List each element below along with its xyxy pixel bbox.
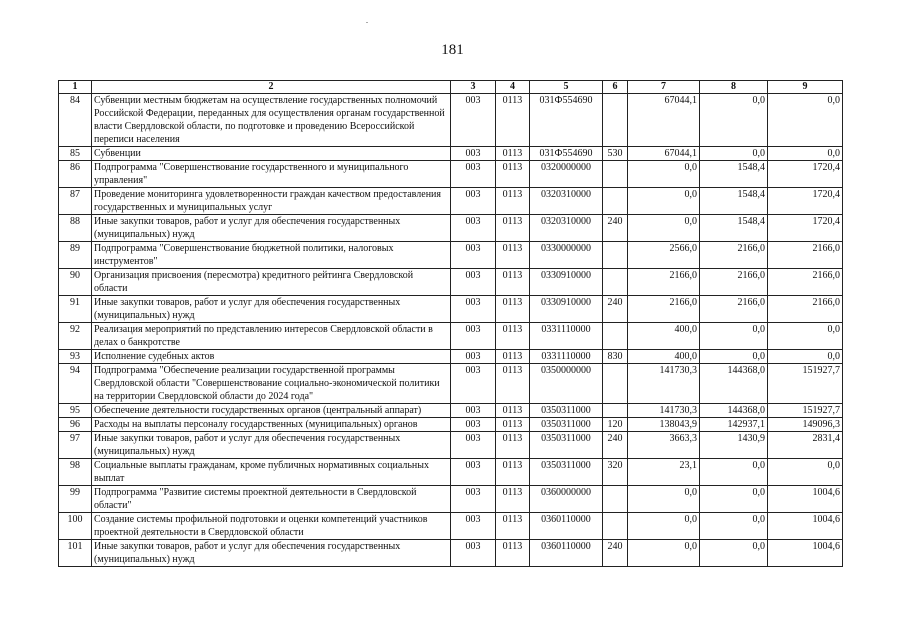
amount-col-7: 67044,1 xyxy=(628,94,700,147)
table-row xyxy=(59,540,843,567)
expense-type-code xyxy=(603,242,628,269)
amount-col-9: 1004,6 xyxy=(768,486,843,513)
amount-col-8: 2166,0 xyxy=(700,269,768,296)
scan-speck xyxy=(366,22,368,23)
target-article-code: 0360110000 xyxy=(530,540,603,567)
row-name: Подпрограмма "Развитие системы проектной деятельности в Свердловской области" xyxy=(92,486,451,513)
table-row xyxy=(59,486,843,513)
amount-col-8: 0,0 xyxy=(700,486,768,513)
row-name: Субвенции xyxy=(92,147,451,161)
ministry-code: 003 xyxy=(451,215,496,242)
row-number: 100 xyxy=(59,513,92,540)
amount-col-9: 2166,0 xyxy=(768,296,843,323)
target-article-code: 0330000000 xyxy=(530,242,603,269)
ministry-code: 003 xyxy=(451,350,496,364)
table-row xyxy=(59,188,843,215)
column-header: 8 xyxy=(700,81,768,94)
amount-col-9: 1720,4 xyxy=(768,215,843,242)
row-name: Исполнение судебных актов xyxy=(92,350,451,364)
amount-col-9: 2166,0 xyxy=(768,242,843,269)
row-number: 98 xyxy=(59,459,92,486)
column-header: 6 xyxy=(603,81,628,94)
amount-col-7: 0,0 xyxy=(628,486,700,513)
amount-col-9: 151927,7 xyxy=(768,404,843,418)
expense-type-code: 240 xyxy=(603,540,628,567)
row-number: 91 xyxy=(59,296,92,323)
section-code: 0113 xyxy=(496,215,530,242)
amount-col-7: 0,0 xyxy=(628,513,700,540)
row-number: 101 xyxy=(59,540,92,567)
row-name: Расходы на выплаты персоналу государственных (муниципальных) органов xyxy=(92,418,451,432)
table-row xyxy=(59,323,843,350)
row-name: Субвенции местным бюджетам на осуществление государственных полномочий Российской Федерации, переданных для осуществления органам государственной власти Свердловской области, по подготовке и проведению Всероссийской переписи населения xyxy=(92,94,451,147)
amount-col-9: 1720,4 xyxy=(768,161,843,188)
amount-col-8: 0,0 xyxy=(700,513,768,540)
table-body xyxy=(59,94,843,567)
amount-col-8: 0,0 xyxy=(700,540,768,567)
expense-type-code xyxy=(603,269,628,296)
amount-col-9: 0,0 xyxy=(768,147,843,161)
amount-col-7: 0,0 xyxy=(628,215,700,242)
row-name: Обеспечение деятельности государственных органов (центральный аппарат) xyxy=(92,404,451,418)
table-row xyxy=(59,432,843,459)
amount-col-9: 1004,6 xyxy=(768,513,843,540)
section-code: 0113 xyxy=(496,242,530,269)
amount-col-9: 1720,4 xyxy=(768,188,843,215)
ministry-code: 003 xyxy=(451,269,496,296)
target-article-code: 0331110000 xyxy=(530,323,603,350)
table-row xyxy=(59,296,843,323)
target-article-code: 0330910000 xyxy=(530,269,603,296)
amount-col-8: 0,0 xyxy=(700,147,768,161)
expense-type-code xyxy=(603,364,628,404)
ministry-code: 003 xyxy=(451,147,496,161)
target-article-code: 0320000000 xyxy=(530,161,603,188)
amount-col-8: 1430,9 xyxy=(700,432,768,459)
budget-table xyxy=(58,80,843,567)
ministry-code: 003 xyxy=(451,486,496,513)
amount-col-9: 151927,7 xyxy=(768,364,843,404)
amount-col-9: 149096,3 xyxy=(768,418,843,432)
table-row xyxy=(59,418,843,432)
section-code: 0113 xyxy=(496,404,530,418)
section-code: 0113 xyxy=(496,94,530,147)
table-row xyxy=(59,364,843,404)
ministry-code: 003 xyxy=(451,296,496,323)
row-name: Иные закупки товаров, работ и услуг для обеспечения государственных (муниципальных) нужд xyxy=(92,540,451,567)
page-number: 181 xyxy=(441,42,464,58)
table-row xyxy=(59,161,843,188)
expense-type-code: 530 xyxy=(603,147,628,161)
section-code: 0113 xyxy=(496,350,530,364)
amount-col-9: 0,0 xyxy=(768,459,843,486)
section-code: 0113 xyxy=(496,432,530,459)
row-name: Создание системы профильной подготовки и оценки компетенций участников проектной деятельности в Свердловской области xyxy=(92,513,451,540)
row-number: 99 xyxy=(59,486,92,513)
amount-col-7: 2166,0 xyxy=(628,269,700,296)
table-row xyxy=(59,513,843,540)
target-article-code: 0331110000 xyxy=(530,350,603,364)
amount-col-7: 141730,3 xyxy=(628,364,700,404)
table-row xyxy=(59,269,843,296)
table-row xyxy=(59,242,843,269)
ministry-code: 003 xyxy=(451,161,496,188)
target-article-code: 0350311000 xyxy=(530,459,603,486)
target-article-code: 031Ф554690 xyxy=(530,147,603,161)
amount-col-8: 144368,0 xyxy=(700,404,768,418)
row-name: Реализация мероприятий по представлению интересов Свердловской области в делах о банкротстве xyxy=(92,323,451,350)
section-code: 0113 xyxy=(496,161,530,188)
amount-col-7: 400,0 xyxy=(628,350,700,364)
row-name: Подпрограмма "Обеспечение реализации государственной программы Свердловской области "Совершенствование социально-экономической политики на территории Свердловской области до 2024 года" xyxy=(92,364,451,404)
expense-type-code xyxy=(603,188,628,215)
section-code: 0113 xyxy=(496,513,530,540)
row-number: 92 xyxy=(59,323,92,350)
row-number: 95 xyxy=(59,404,92,418)
amount-col-8: 0,0 xyxy=(700,94,768,147)
section-code: 0113 xyxy=(496,147,530,161)
target-article-code: 0350000000 xyxy=(530,364,603,404)
amount-col-8: 142937,1 xyxy=(700,418,768,432)
section-code: 0113 xyxy=(496,459,530,486)
amount-col-7: 0,0 xyxy=(628,188,700,215)
target-article-code: 0350311000 xyxy=(530,432,603,459)
target-article-code: 031Ф554690 xyxy=(530,94,603,147)
row-name: Иные закупки товаров, работ и услуг для обеспечения государственных (муниципальных) нужд xyxy=(92,296,451,323)
row-number: 94 xyxy=(59,364,92,404)
expense-type-code: 240 xyxy=(603,432,628,459)
ministry-code: 003 xyxy=(451,404,496,418)
amount-col-8: 144368,0 xyxy=(700,364,768,404)
section-code: 0113 xyxy=(496,323,530,350)
row-name: Иные закупки товаров, работ и услуг для обеспечения государственных (муниципальных) нужд xyxy=(92,432,451,459)
amount-col-7: 0,0 xyxy=(628,540,700,567)
table-row xyxy=(59,215,843,242)
amount-col-8: 1548,4 xyxy=(700,215,768,242)
amount-col-7: 2166,0 xyxy=(628,296,700,323)
column-header: 2 xyxy=(92,81,451,94)
expense-type-code xyxy=(603,323,628,350)
row-name: Подпрограмма "Совершенствование государственного и муниципального управления" xyxy=(92,161,451,188)
section-code: 0113 xyxy=(496,364,530,404)
amount-col-9: 0,0 xyxy=(768,350,843,364)
expense-type-code: 240 xyxy=(603,296,628,323)
row-number: 90 xyxy=(59,269,92,296)
amount-col-8: 0,0 xyxy=(700,323,768,350)
amount-col-7: 138043,9 xyxy=(628,418,700,432)
column-header: 3 xyxy=(451,81,496,94)
section-code: 0113 xyxy=(496,188,530,215)
amount-col-9: 1004,6 xyxy=(768,540,843,567)
column-header: 5 xyxy=(530,81,603,94)
column-header: 9 xyxy=(768,81,843,94)
expense-type-code xyxy=(603,404,628,418)
section-code: 0113 xyxy=(496,418,530,432)
target-article-code: 0360110000 xyxy=(530,513,603,540)
row-name: Социальные выплаты гражданам, кроме публичных нормативных социальных выплат xyxy=(92,459,451,486)
amount-col-7: 0,0 xyxy=(628,161,700,188)
ministry-code: 003 xyxy=(451,459,496,486)
table-row xyxy=(59,350,843,364)
amount-col-7: 2566,0 xyxy=(628,242,700,269)
expense-type-code: 830 xyxy=(603,350,628,364)
row-number: 85 xyxy=(59,147,92,161)
amount-col-8: 2166,0 xyxy=(700,296,768,323)
row-name: Проведение мониторинга удовлетворенности граждан качеством предоставления государственных и муниципальных услуг xyxy=(92,188,451,215)
row-number: 88 xyxy=(59,215,92,242)
amount-col-9: 2831,4 xyxy=(768,432,843,459)
row-number: 84 xyxy=(59,94,92,147)
target-article-code: 0350311000 xyxy=(530,418,603,432)
amount-col-7: 23,1 xyxy=(628,459,700,486)
target-article-code: 0330910000 xyxy=(530,296,603,323)
row-number: 86 xyxy=(59,161,92,188)
amount-col-9: 0,0 xyxy=(768,94,843,147)
target-article-code: 0360000000 xyxy=(530,486,603,513)
amount-col-8: 0,0 xyxy=(700,459,768,486)
table-header-row xyxy=(59,81,843,94)
row-name: Организация присвоения (пересмотра) кредитного рейтинга Свердловской области xyxy=(92,269,451,296)
amount-col-8: 2166,0 xyxy=(700,242,768,269)
ministry-code: 003 xyxy=(451,323,496,350)
section-code: 0113 xyxy=(496,540,530,567)
table-row xyxy=(59,459,843,486)
ministry-code: 003 xyxy=(451,540,496,567)
expense-type-code xyxy=(603,486,628,513)
ministry-code: 003 xyxy=(451,94,496,147)
row-number: 93 xyxy=(59,350,92,364)
target-article-code: 0320310000 xyxy=(530,215,603,242)
table-row xyxy=(59,404,843,418)
row-number: 96 xyxy=(59,418,92,432)
ministry-code: 003 xyxy=(451,418,496,432)
amount-col-7: 400,0 xyxy=(628,323,700,350)
section-code: 0113 xyxy=(496,486,530,513)
expense-type-code: 320 xyxy=(603,459,628,486)
ministry-code: 003 xyxy=(451,432,496,459)
ministry-code: 003 xyxy=(451,188,496,215)
amount-col-8: 1548,4 xyxy=(700,161,768,188)
amount-col-8: 0,0 xyxy=(700,350,768,364)
amount-col-9: 0,0 xyxy=(768,323,843,350)
amount-col-7: 3663,3 xyxy=(628,432,700,459)
row-name: Иные закупки товаров, работ и услуг для обеспечения государственных (муниципальных) нужд xyxy=(92,215,451,242)
amount-col-9: 2166,0 xyxy=(768,269,843,296)
amount-col-7: 141730,3 xyxy=(628,404,700,418)
row-number: 89 xyxy=(59,242,92,269)
row-number: 87 xyxy=(59,188,92,215)
expense-type-code: 240 xyxy=(603,215,628,242)
column-header: 7 xyxy=(628,81,700,94)
expense-type-code xyxy=(603,513,628,540)
row-name: Подпрограмма "Совершенствование бюджетной политики, налоговых инструментов" xyxy=(92,242,451,269)
section-code: 0113 xyxy=(496,296,530,323)
row-number: 97 xyxy=(59,432,92,459)
section-code: 0113 xyxy=(496,269,530,296)
ministry-code: 003 xyxy=(451,513,496,540)
expense-type-code xyxy=(603,94,628,147)
expense-type-code xyxy=(603,161,628,188)
column-header: 4 xyxy=(496,81,530,94)
amount-col-8: 1548,4 xyxy=(700,188,768,215)
ministry-code: 003 xyxy=(451,242,496,269)
target-article-code: 0320310000 xyxy=(530,188,603,215)
table-row xyxy=(59,94,843,147)
amount-col-7: 67044,1 xyxy=(628,147,700,161)
table-row xyxy=(59,147,843,161)
expense-type-code: 120 xyxy=(603,418,628,432)
target-article-code: 0350311000 xyxy=(530,404,603,418)
ministry-code: 003 xyxy=(451,364,496,404)
column-header: 1 xyxy=(59,81,92,94)
